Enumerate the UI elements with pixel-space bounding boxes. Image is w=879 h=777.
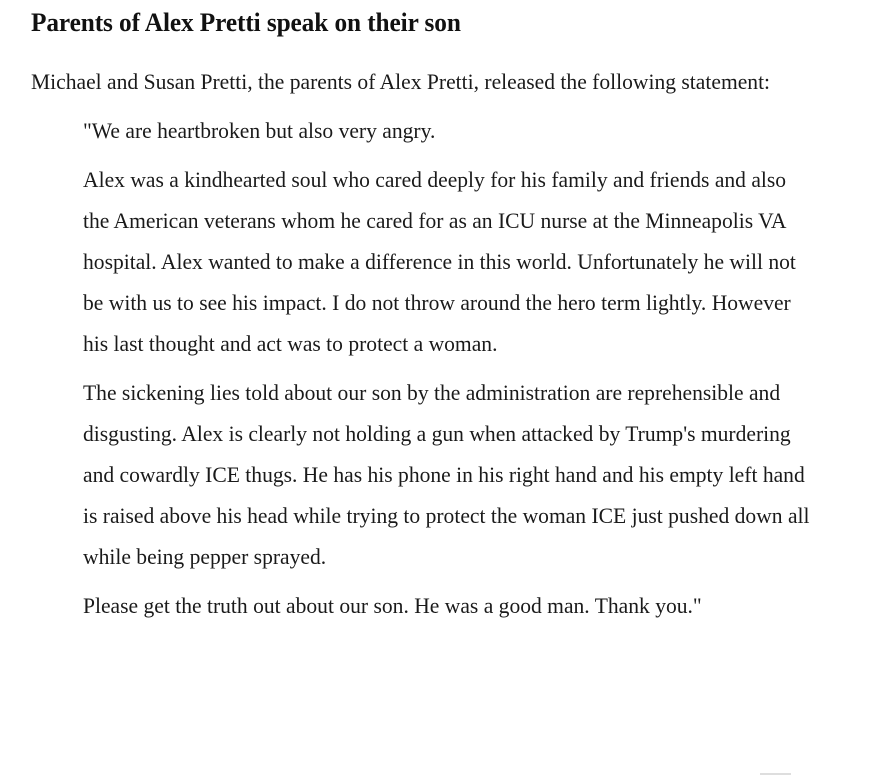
page-bottom-divider-fragment bbox=[760, 773, 791, 775]
quote-paragraph: Please get the truth out about our son. He was a good man. Thank you." bbox=[83, 593, 702, 619]
quote-paragraph: The sickening lies told about our son by the administration are reprehensible and disgusting. Alex is clearly not holding a gun when attacked by Trump's murdering and cowardly ICE thugs. He has his phone in his right hand and his empty left hand is raised above his head while trying to protect the woman ICE just pushed down all while being pepper sprayed. bbox=[83, 380, 810, 570]
page-title: Parents of Alex Pretti speak on their son bbox=[31, 7, 461, 37]
intro-paragraph: Michael and Susan Pretti, the parents of Alex Pretti, released the following statement: bbox=[31, 69, 771, 95]
quote-paragraph: Alex was a kindhearted soul who cared deeply for his family and friends and also the American veterans whom he cared for as an ICU nurse at the Minneapolis VA hospital. Alex wanted to make a difference in this world. Unfortunately he will not be with us to see his impact. I do not throw around the hero term lightly. However his last thought and act was to protect a woman. bbox=[83, 167, 796, 357]
statement-blockquote bbox=[31, 110, 849, 626]
quote-paragraph: "We are heartbroken but also very angry. bbox=[83, 118, 436, 144]
